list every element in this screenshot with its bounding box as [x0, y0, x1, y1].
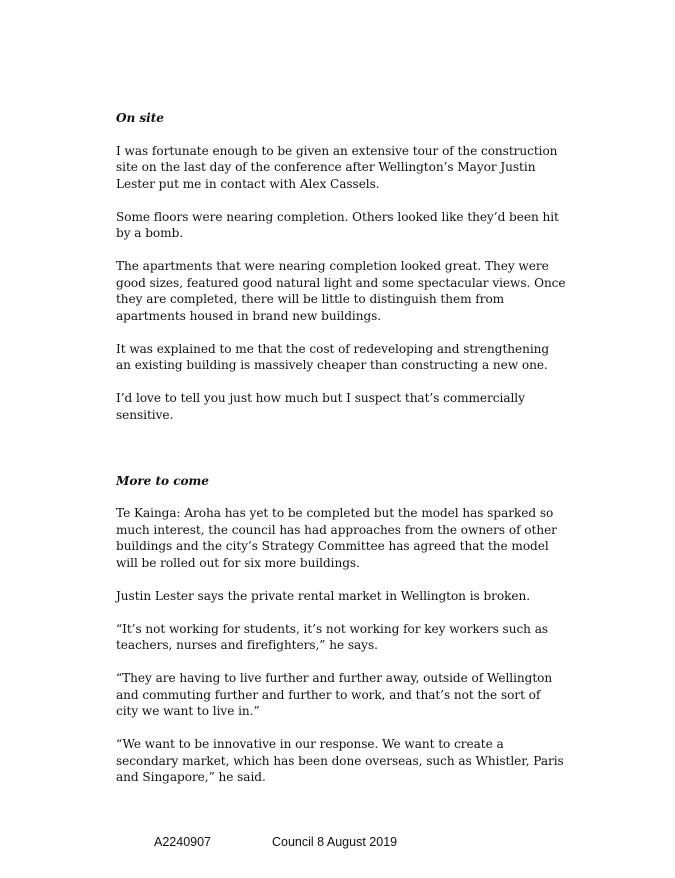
paragraph: Justin Lester says the private rental market in Wellington is broken. [116, 588, 531, 603]
section-spacer [116, 440, 566, 473]
meeting-date: Council 8 August 2019 [272, 835, 398, 849]
paragraph: The apartments that were nearing completion looked great. They were good sizes, featured good natural light and some spectacular views. Once they are completed, there will be little to distinguish them from apartments housed in brand new buildings. [116, 259, 566, 323]
paragraph: Te Kainga: Aroha has yet to be completed but the model has sparked so much interest, the council has had approaches from the owners of other buildings and the city’s Strategy Committee has agreed that the model will be rolled out for six more buildings. [116, 506, 557, 570]
page-footer [0, 835, 675, 855]
paragraph: “It’s not working for students, it’s not working for key workers such as teachers, nurses and firefighters,” he says. [116, 621, 549, 652]
section-heading-on-site: On site [116, 111, 164, 125]
paragraph: “We want to be innovative in our response. We want to create a secondary market, which has been done overseas, such as Whistler, Paris and Singapore,” he said. [116, 737, 564, 784]
paragraph: It was explained to me that the cost of redeveloping and strengthening an existing building is massively cheaper than constructing a new one. [116, 341, 550, 372]
paragraph: I’d love to tell you just how much but I suspect that’s commercially sensitive. [116, 391, 525, 422]
document-reference: A2240907 [154, 835, 212, 849]
paragraph: Some floors were nearing completion. Others looked like they’d been hit by a bomb. [116, 209, 559, 240]
section-heading-more-to-come: More to come [116, 473, 209, 488]
paragraph: I was fortunate enough to be given an extensive tour of the construction site on the last day of the conference after Wellington’s Mayor Justin Lester put me in contact with Alex Cassels. [116, 143, 558, 191]
document-body [116, 110, 566, 802]
paragraph: “They are having to live further and further away, outside of Wellington and commuting further and further to work, and that’s not the sort of city we want to live in.” [116, 671, 553, 718]
